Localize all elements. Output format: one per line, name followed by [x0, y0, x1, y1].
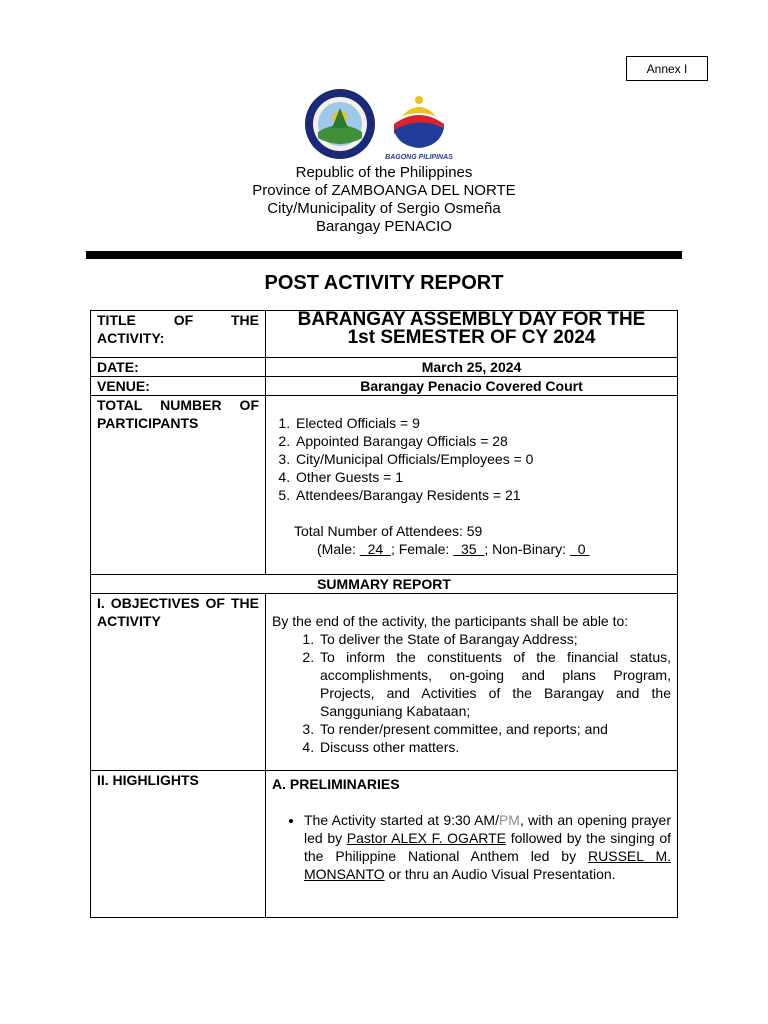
header-barangay: Barangay PENACIO [316, 218, 452, 235]
venue-row [91, 377, 678, 396]
title-value-line2: 1st SEMESTER OF CY 2024 [347, 327, 596, 348]
summary-header-row [91, 575, 678, 594]
participant-item: 2. Appointed Barangay Officials = 28 [294, 432, 671, 450]
participant-item: 1. Elected Officials = 9 [294, 414, 671, 432]
anthem-leader-name: RUSSEL M. MONSANTO [304, 848, 671, 882]
date-value: March 25, 2024 [266, 358, 678, 377]
participants-row [91, 396, 678, 575]
total-attendees: Total Number of Attendees: 59 [294, 523, 483, 539]
objectives-list [272, 630, 671, 756]
header-municipality: City/Municipality of Sergio Osmeña [267, 200, 501, 217]
participants-list [272, 414, 671, 504]
objectives-label: I. OBJECTIVES OF THE ACTIVITY [97, 595, 259, 629]
objective-item: 1. To deliver the State of Barangay Address; [318, 630, 671, 648]
pm-text: PM [498, 812, 520, 828]
highlights-label: II. HIGHLIGHTS [91, 771, 266, 918]
preliminaries-list [272, 811, 671, 883]
attendee-breakdown: (Male: 24 ; Female: 35 ; Non-Binary: 0 [272, 540, 671, 558]
highlights-value [266, 771, 678, 918]
preliminaries-heading: A. PRELIMINARIES [272, 776, 400, 792]
highlights-row [91, 771, 678, 918]
participant-item: 4. Other Guests = 1 [294, 468, 671, 486]
header-province: Province of ZAMBOANGA DEL NORTE [252, 182, 516, 199]
objective-item: 2. To inform the constituents of the financial status, accomplishments, on-going and plans Program, Projects, and Activities of the Barangay and the Sangguniang Kabataan; [318, 648, 671, 720]
participant-item: 5. Attendees/Barangay Residents = 21 [294, 486, 671, 504]
summary-report-heading: SUMMARY REPORT [91, 575, 678, 594]
bagong-pilipinas-logo [380, 86, 458, 164]
participants-label: TOTAL NUMBER OF PARTICIPANTS [97, 397, 259, 431]
female-count: 35 [460, 541, 477, 557]
participants-value [266, 396, 678, 575]
non-binary-count: 0 [577, 541, 586, 557]
barangay-seal-logo [304, 88, 376, 160]
title-label: TITLE OF THE ACTIVITY: [97, 312, 259, 346]
participant-item: 3. City/Municipal Officials/Employees = 0 [294, 450, 671, 468]
objectives-row [91, 594, 678, 771]
pastor-name: Pastor ALEX F. OGARTE [346, 830, 507, 846]
venue-value: Barangay Penacio Covered Court [266, 377, 678, 396]
bagong-pilipinas-text: BAGONG PILIPINAS [385, 154, 453, 161]
report-table [90, 310, 678, 918]
male-count: 24 [367, 541, 384, 557]
title-row [91, 311, 678, 358]
objective-item: 4. Discuss other matters. [318, 738, 671, 756]
venue-label: VENUE: [91, 377, 266, 396]
header-republic: Republic of the Philippines [295, 164, 473, 181]
header-divider [86, 251, 682, 259]
annex-label: Annex I [626, 56, 708, 81]
title-value [266, 311, 678, 358]
objectives-value [266, 594, 678, 771]
objective-item: 3. To render/present committee, and reports; and [318, 720, 671, 738]
date-row [91, 358, 678, 377]
document-title: POST ACTIVITY REPORT [264, 272, 504, 294]
preliminaries-item: • The Activity started at 9:30 AM/PM, with an opening prayer led by Pastor ALEX F. OGARTE followed by the singing of the Philippine National Anthem led by RUSSEL M. MONSANTO or thru an Audio Visual Presentation. [304, 811, 671, 883]
date-label: DATE: [91, 358, 266, 377]
objectives-intro: By the end of the activity, the participants shall be able to: [272, 613, 629, 629]
title-value-line1: BARANGAY ASSEMBLY DAY FOR THE [297, 309, 646, 330]
